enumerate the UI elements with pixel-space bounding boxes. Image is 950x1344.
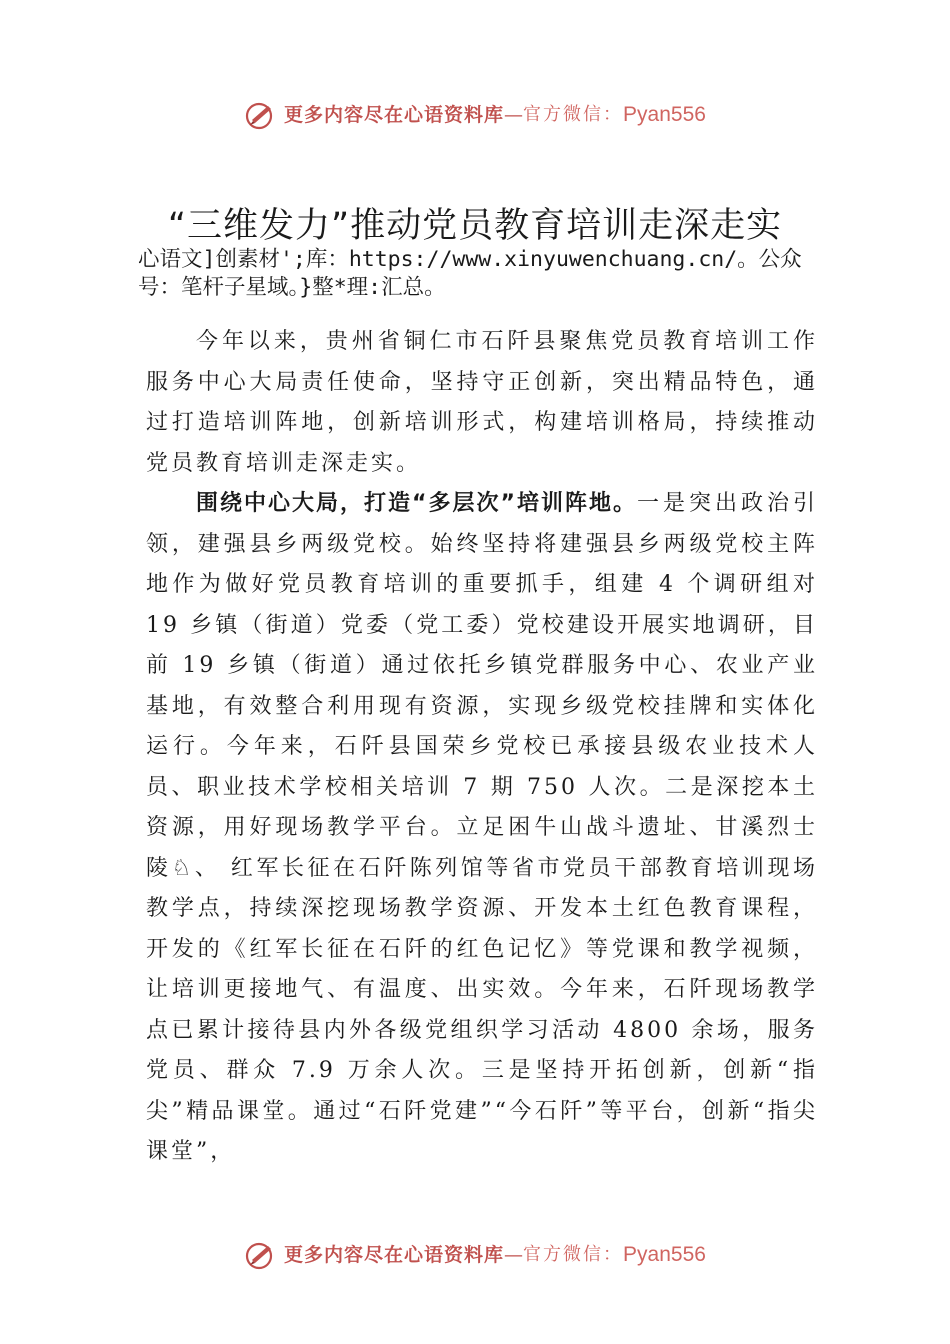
pen-circle-logo-icon xyxy=(244,100,278,130)
banner-wechat-label: 官方微信： xyxy=(523,1244,624,1265)
banner-wechat-label: 官方微信： xyxy=(523,104,624,125)
banner-separator: — xyxy=(504,104,524,126)
paragraph-lead: 围绕中心大局，打造“多层次”培训阵地。 xyxy=(196,491,637,516)
header-banner xyxy=(0,100,950,130)
paragraph-text: 今年以来，贵州省铜仁市石阡县聚焦党员教育培训工作服务中心大局责任使命，坚持守正创新，突出精品特色，通过打造培训阵地，创新培训形式，构建培训格局，持续推动党员教育培训走深走实。 xyxy=(146,329,818,476)
document-body xyxy=(146,322,818,1173)
footer-banner xyxy=(0,1240,950,1270)
paragraph-text: 一是突出政治引领，建强县乡两级党校。始终坚持将建强县乡两级党校主阵地作为做好党员教育培训的重要抓手，组建 4 个调研组对 19 乡镇（街道）党委（党工委）党校建设开展实地调研，目前 19 乡镇（街道）通过依托乡镇党群服务中心、农业产业基地，有效整合利用现有资源，实现乡级党校挂牌和实体化运行。今年来，石阡县国荣乡党校已承接县级农业技术人员、职业技术学校相关培训 7 期 750 人次。二是深挖本土资源，用好现场教学平台。立足困牛山战斗遗址、甘溪烈士陵♘、 红军长征在石阡陈列馆等省市党员干部教育培训现场教学点，持续深挖现场教学资源、开发本土红色教育课程，开发的《红军长征在石阡的红色记忆》等党课和教学视频，让培训更接地气、有温度、出实效。今年来，石阡现场教学点已累计接待县内外各级党组织学习活动 4800 余场，服务党员、群众 7.9 万余人次。三是坚持开拓创新，创新“指尖”精品课堂。通过“石阡党建”“今石阡”等平台，创新“指尖课堂”， xyxy=(146,491,818,1164)
source-note: 心语文]创素材';库：https://www.xinyuwenchuang.cn/。公众号：笔杆子星域。}整*理:汇总。 xyxy=(138,247,802,300)
banner-wechat-id: Pyan556 xyxy=(623,1243,706,1266)
paragraph-section-1 xyxy=(146,484,818,1173)
banner-wechat-id: Pyan556 xyxy=(623,103,706,126)
document-title: “三维发力”推动党员教育培训走深走实 xyxy=(167,206,783,246)
pen-circle-logo-icon xyxy=(244,1240,278,1270)
paragraph-intro xyxy=(146,322,818,484)
banner-separator: — xyxy=(504,1244,524,1266)
banner-main-text: 更多内容尽在心语资料库 xyxy=(284,104,505,126)
banner-main-text: 更多内容尽在心语资料库 xyxy=(284,1244,505,1266)
